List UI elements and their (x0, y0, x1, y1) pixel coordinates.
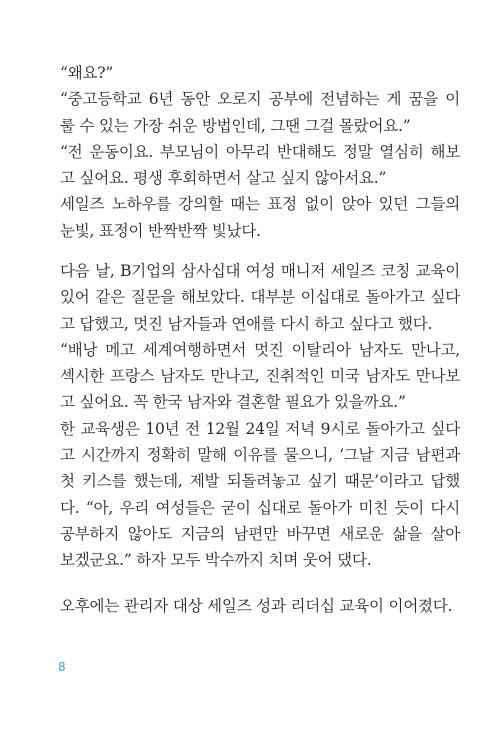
text-line: 고 시간까지 정확히 말해 이유를 물으니, ‘그날 지금 남편과 (60, 446, 460, 465)
page-number: 8 (58, 660, 66, 674)
text-line: 다음 날, B기업의 삼사십대 여성 매니저 세일즈 코칭 교육이 (60, 262, 460, 280)
text-line: 고 답했고, 멋진 남자들과 연애를 다시 하고 싶다고 했다. (60, 314, 433, 333)
text-line: 눈빛, 표정이 반짝반짝 빛났다. (60, 221, 261, 240)
text-line: 보겠군요.” 하자 모두 박수까지 치며 웃어 댔다. (60, 551, 372, 570)
text-line: 공부하지 않아도 지금의 남편만 바꾸면 새로운 삶을 살아 (60, 524, 460, 543)
text-line: 섹시한 프랑스 남자도 만나고, 진취적인 미국 남자도 만나보 (60, 367, 460, 386)
paragraph-afternoon (60, 593, 460, 619)
text-line: 룰 수 있는 가장 쉬운 방법인데, 그땐 그걸 몰랐어요.” (60, 116, 411, 135)
text-line: 한 교육생은 10년 전 12월 24일 저녁 9시로 돌아가고 싶다 (60, 419, 460, 438)
text-line: 오후에는 관리자 대상 세일즈 성과 리더십 교육이 이어졌다. (60, 597, 453, 615)
text-line: 세일즈 노하우를 강의할 때는 표정 없이 앉아 있던 그들의 (60, 195, 460, 214)
paragraph-next-day (60, 258, 460, 574)
text-line: 고 싶어요. 평생 후회하면서 살고 싶지 않아서요.” (60, 169, 387, 188)
paragraph-dialogue (60, 60, 460, 244)
text-line: 다. “아, 우리 여성들은 굳이 십대로 돌아가 미친 듯이 다시 (60, 498, 460, 517)
text-line: “전 운동이요. 부모님이 아무리 반대해도 정말 열심히 해보 (60, 142, 460, 161)
text-line: “중고등학교 6년 동안 오로지 공부에 전념하는 게 꿈을 이 (60, 90, 460, 109)
text-line: 있어 같은 질문을 해보았다. 대부분 이십대로 돌아가고 싶다 (60, 288, 460, 307)
text-line: “배낭 메고 세계여행하면서 멋진 이탈리아 남자도 만나고, (60, 340, 460, 359)
text-line: “왜요?” (60, 64, 114, 82)
text-line: 고 싶어요. 꼭 한국 남자와 결혼할 필요가 있을까요.” (60, 393, 406, 412)
text-line: 첫 키스를 했는데, 제발 되돌려놓고 싶기 때문’이라고 답했 (60, 472, 460, 491)
